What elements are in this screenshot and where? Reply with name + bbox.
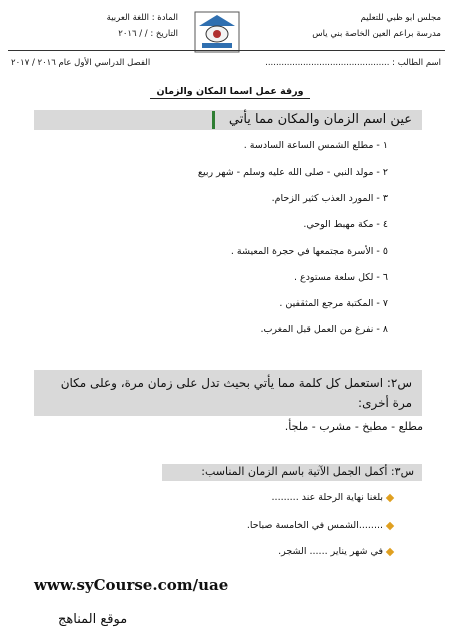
header-left — [58, 10, 178, 42]
header-divider — [8, 50, 445, 51]
q3-heading-box — [162, 464, 422, 481]
bullet-icon — [386, 521, 394, 529]
q1-item: ٢ - مولد النبي - صلى الله عليه وسلم - شهر ربيع — [197, 167, 388, 178]
page-title: ورقة عمل اسما المكان والزمان — [150, 86, 310, 99]
date-label: التاريخ : / / ٢٠١٦ — [118, 29, 178, 39]
q1-item: ٤ - مكة مهبط الوحي. — [303, 219, 388, 230]
q1-item: ٨ - نفرغ من العمل قبل المغرب. — [260, 324, 388, 335]
q1-item: ١ - مطلع الشمس الساعة السادسة . — [243, 140, 388, 151]
q1-marker — [212, 111, 215, 129]
footer-site-name: موقع المناهج — [58, 612, 128, 627]
q2-words: مطلع - مطبخ - مشرب - ملجأ. — [284, 420, 423, 433]
bullet-icon — [386, 493, 394, 501]
q3-item — [143, 546, 393, 557]
q2-heading: س٢: استعمل كل كلمة مما يأتي بحيث تدل على زمان مرة، وعلى مكان مرة أخرى: — [60, 376, 412, 410]
q3-item-text: في شهر يناير ...... الشجر. — [278, 546, 383, 557]
q3-heading: س٣: أكمل الجمل الآتية باسم الزمان المناسب: — [201, 465, 414, 478]
logo-emblem-icon — [192, 10, 242, 54]
footer-url[interactable]: www.syCourse.com/uae — [34, 576, 229, 594]
q1-item: ٥ - الأسرة مجتمعها في حجرة المعيشة . — [230, 246, 388, 257]
student-name-label: اسم الطالب : .............................................. — [265, 58, 441, 68]
school-name: مدرسة براعم العين الخاصة بني ياس — [312, 29, 441, 39]
q3-item — [143, 492, 393, 503]
council-name: مجلس ابو ظبي للتعليم — [360, 13, 441, 23]
student-row — [11, 58, 441, 68]
q1-item: ٧ - المكتبة مرجع المثقفين . — [279, 298, 388, 309]
q3-item-text: ........الشمس في الخامسة صباحا. — [246, 520, 383, 531]
subject-label: المادة : اللغة العربية — [106, 13, 178, 23]
q3-item — [143, 520, 393, 531]
q1-item: ٦ - لكل سلعة مستودع . — [293, 272, 388, 283]
header-right — [261, 10, 441, 42]
q3-item-text: بلغنا نهاية الرحلة عند ......... — [271, 492, 383, 503]
q1-heading-box — [34, 110, 422, 130]
q1-heading: عين اسم الزمان والمكان مما يأتي — [228, 112, 412, 127]
bullet-icon — [386, 547, 394, 555]
term-label: الفصل الدراسي الأول عام ٢٠١٦ / ٢٠١٧ — [11, 58, 151, 68]
q2-heading-box — [34, 370, 422, 416]
school-logo — [192, 10, 242, 54]
q1-item: ٣ - المورد العذب كثير الزحام. — [271, 193, 388, 204]
